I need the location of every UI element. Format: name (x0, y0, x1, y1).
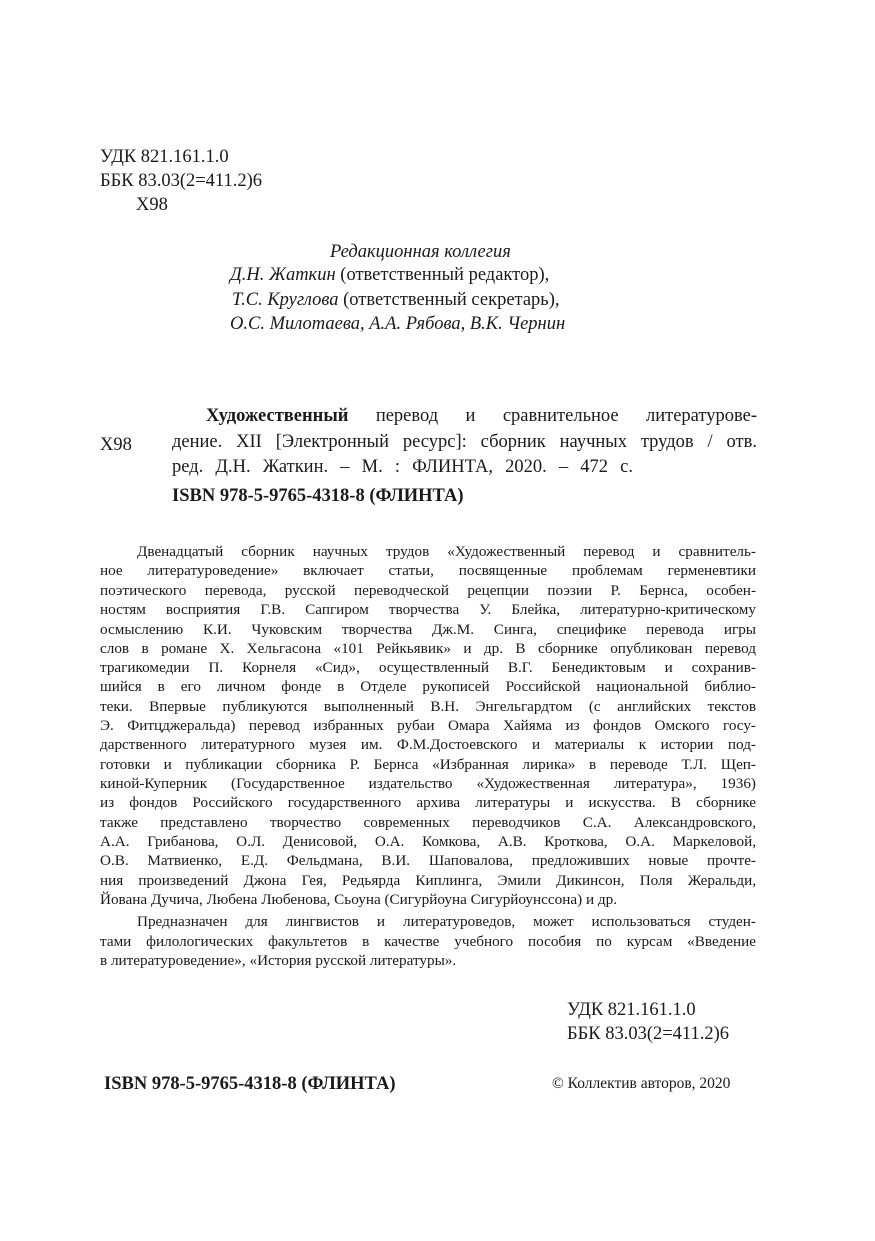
annotation-line: киной-Куперник (Государственное издательство «Художественная литература», 1936) (100, 775, 756, 792)
udk-code: УДК 821.161.1.0 (100, 147, 229, 167)
footer-bbk: ББК 83.03(2=411.2)6 (567, 1024, 730, 1044)
bib-title-rest: перевод и сравнительное литературове- (348, 406, 757, 426)
bib-line: ред. Д.Н. Жаткин. – М. : ФЛИНТА, 2020. – 472 с. (172, 457, 633, 477)
bib-line: дение. XII [Электронный ресурс]: сборник научных трудов / отв. (172, 432, 757, 452)
annotation-line: ностям восприятия Г.В. Сапгиром творчества У. Блейка, литературно-критическому (100, 601, 756, 618)
annotation-line: А.А. Грибанова, О.Л. Денисовой, О.А. Комкова, А.В. Кроткова, О.А. Маркеловой, (100, 833, 756, 850)
editorial-board-title: Редакционная коллегия (330, 242, 511, 262)
editorial-board-line (230, 264, 549, 286)
footer-udk: УДК 821.161.1.0 (567, 1000, 696, 1020)
annotation-line: теки. Впервые публикуются выполненный В.Н. Энгельгардтом (с английских текстов (100, 698, 756, 715)
bib-title-line (206, 405, 757, 427)
copyright-notice: © Коллектив авторов, 2020 (552, 1075, 731, 1092)
annotation-line: осмыслению К.И. Чуковским творчества Дж.М. Синга, специфике перевода игры (100, 621, 756, 638)
annotation-line: готовки и публикации сборника Р. Бернса «Избранная лирика» в переводе Т.Л. Щеп- (100, 756, 756, 773)
bib-title-bold: Художественный (206, 406, 349, 426)
annotation-line: ния произведений Джона Гея, Редьярда Киплинга, Эмили Дикинсон, Поля Жеральди, (100, 872, 756, 889)
footer-isbn: ISBN 978-5-9765-4318-8 (ФЛИНТА) (104, 1074, 396, 1094)
annotation-line: ное литературоведение» включает статьи, посвященные проблемам герменевтики (100, 562, 756, 579)
editor-role: (ответственный редактор), (335, 265, 550, 285)
annotation-line: также представлено творчество современных переводчиков С.А. Александровского, (100, 814, 756, 831)
secretary-name: Т.С. Круглова (232, 290, 339, 310)
bib-isbn: ISBN 978-5-9765-4318-8 (ФЛИНТА) (172, 486, 464, 506)
annotation-line: шийся в его личном фонде в Отделе рукописей Российской национальной библио- (100, 678, 756, 695)
annotation-line: Двенадцатый сборник научных трудов «Художественный перевод и сравнитель- (137, 543, 756, 560)
annotation-line: дарственного литературного музея им. Ф.М.Достоевского и материалы к истории под- (100, 736, 756, 753)
editorial-board-line (232, 289, 560, 311)
annotation-line: трагикомедии П. Корнеля «Сид», осуществленный В.Г. Бенедиктовым и сохранив- (100, 659, 756, 676)
annotation-line: поэтического перевода, русской переводческой рецепции поэзии Р. Бернса, особен- (100, 582, 756, 599)
annotation-line: О.В. Матвиенко, Е.Д. Фельдмана, В.И. Шаповалова, предложивших новые прочте- (100, 852, 756, 869)
author-code: Х98 (136, 195, 168, 215)
purpose-line: Предназначен для лингвистов и литературоведов, может использоваться студен- (137, 913, 756, 930)
bib-author-code: Х98 (100, 435, 132, 455)
annotation-line: из фондов Российского государственного архива литературы и искусства. В сборнике (100, 794, 756, 811)
editor-name: Д.Н. Жаткин (230, 265, 336, 285)
editorial-board-members: О.С. Милотаева, А.А. Рябова, В.К. Чернин (230, 314, 566, 334)
secretary-role: (ответственный секретарь), (338, 290, 560, 310)
purpose-line: в литературоведение», «История русской литературы». (100, 952, 457, 969)
purpose-line: тами филологических факультетов в качестве учебного пособия по курсам «Введение (100, 933, 756, 950)
annotation-line: Э. Фитцджеральда) перевод избранных рубаи Омара Хайяма из фондов Омского госу- (100, 717, 756, 734)
annotation-line: Йована Дучича, Любена Любенова, Сьоуна (Сигурйоуна Сигурйоунссона) и др. (100, 891, 617, 908)
bbk-code: ББК 83.03(2=411.2)6 (100, 171, 263, 191)
annotation-line: слов в романе Х. Хельгасона «101 Рейкьявик» и др. В сборнике опубликован перевод (100, 640, 756, 657)
